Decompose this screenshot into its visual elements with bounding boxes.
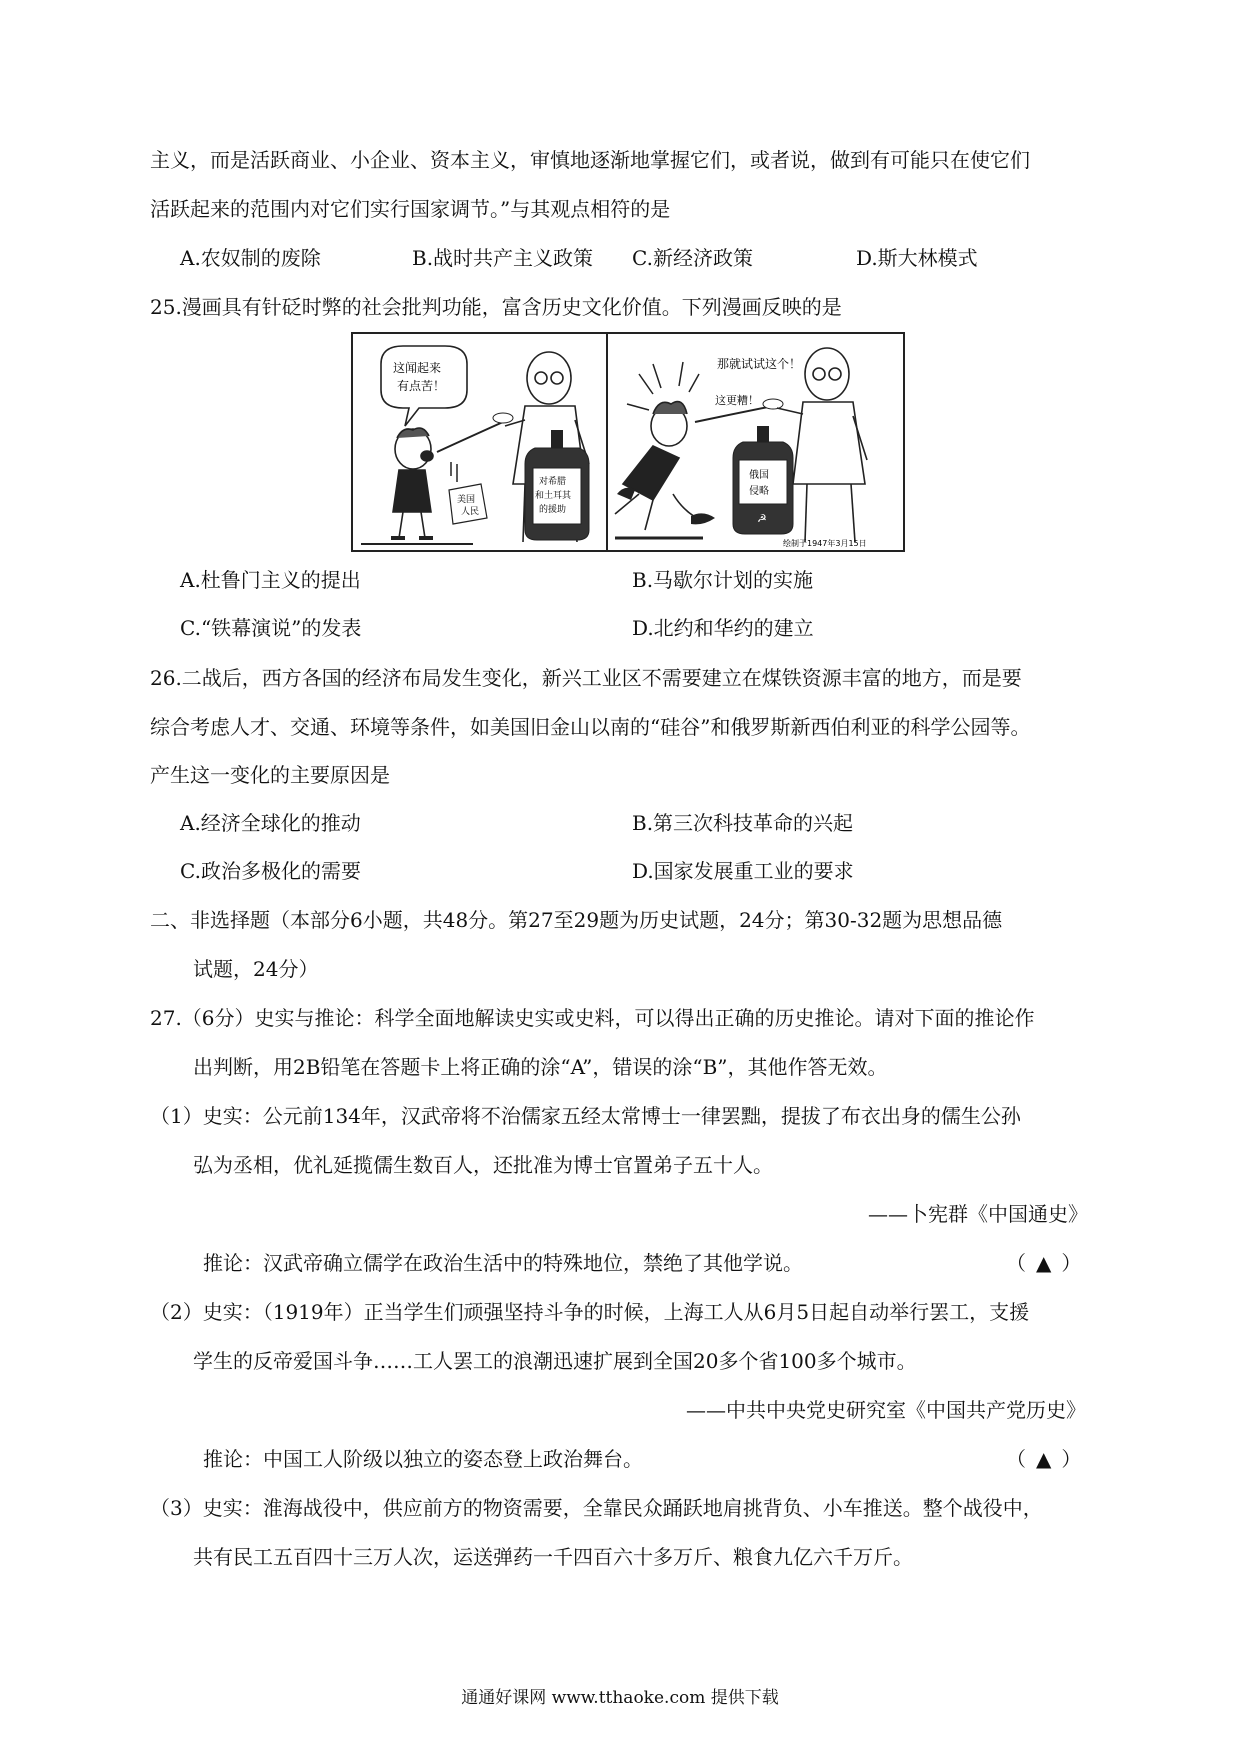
q27-sub2-answer-blank: （▲） <box>1006 1447 1092 1471</box>
q26-option-c: C.政治多极化的需要 <box>180 859 361 883</box>
q27-sub2-line2: 学生的反帝爱国斗争……工人罢工的浪潮迅速扩展到全国20多个省100多个城市。 <box>193 1349 917 1373</box>
q24-option-b: B.战时共产主义政策 <box>412 246 594 270</box>
q27-sub3-line2: 共有民工五百四十三万人次，运送弹药一千四百六十多万斤、粮食九亿六千万斤。 <box>193 1545 913 1569</box>
q26-stem-line3: 产生这一变化的主要原因是 <box>150 763 390 787</box>
q27-stem-line1: 27.（6分）史实与推论：科学全面地解读史实或史料，可以得出正确的历史推论。请对下面的推论作 <box>150 1006 1035 1030</box>
q26-option-b: B.第三次科技革命的兴起 <box>632 811 854 835</box>
right-bottle-text-1: 俄国 <box>749 470 769 481</box>
q24-stem-line1: 主义，而是活跃商业、小企业、资本主义，审慎地逐渐地掌握它们，或者说，做到有可能只在使它们 <box>150 148 1030 172</box>
left-small-man <box>391 428 433 538</box>
left-bubble-text-1: 这闻起来 <box>393 361 442 375</box>
q26-option-a: A.经济全球化的推动 <box>180 811 361 835</box>
left-paper <box>449 484 487 524</box>
page-footer: 通通好课网 www.tthaoke.com 提供下载 <box>461 1688 779 1708</box>
section2-heading-line2: 试题，24分） <box>193 957 319 981</box>
cartoon-caption: 绘制于1947年3月15日 <box>783 539 867 548</box>
left-bottle-text-2: 和土耳其 <box>535 491 572 501</box>
right-falling-man <box>615 402 705 530</box>
q24-option-c: C.新经济政策 <box>632 246 753 270</box>
section2-heading-line1: 二、非选择题（本部分6小题，共48分。第27至29题为历史试题，24分；第30-32题为思想品德 <box>150 908 1003 932</box>
q27-sub1-answer-blank: （▲） <box>1006 1251 1092 1275</box>
q25-option-a: A.杜鲁门主义的提出 <box>180 568 361 592</box>
q25-cartoon <box>351 332 905 552</box>
q27-sub2-inference: 推论：中国工人阶级以独立的姿态登上政治舞台。 <box>203 1447 643 1471</box>
right-top-text: 那就试试这个！ <box>717 357 802 371</box>
left-bottle-text-3: 的援助 <box>539 505 567 515</box>
right-bottle-text-2: 侵略 <box>749 486 769 497</box>
q25-option-c: C.“铁幕演说”的发表 <box>180 616 362 640</box>
q27-sub1-source: ——卜宪群《中国通史》 <box>868 1202 1088 1226</box>
left-speech-bubble <box>381 346 467 426</box>
q27-sub2-line1: （2）史实：（1919年）正当学生们顽强坚持斗争的时候，上海工人从6月5日起自动举行罢工，支援 <box>150 1300 1030 1324</box>
q27-sub3-line1: （3）史实：淮海战役中，供应前方的物资需要，全靠民众踊跃地肩挑背负、小车推送。整个战役中， <box>150 1496 1043 1520</box>
q27-sub2-source: ——中共中央党史研究室《中国共产党历史》 <box>686 1398 1086 1422</box>
q27-stem-line2: 出判断，用2B铅笔在答题卡上将正确的涂“A”，错误的涂“B”，其他作答无效。 <box>193 1055 888 1079</box>
cartoon-illustration <box>353 334 903 550</box>
hammer-sickle-icon: ☭ <box>757 512 767 525</box>
right-small-text: 这更糟！ <box>715 394 759 407</box>
left-paper-text-2: 人民 <box>461 507 480 517</box>
q25-stem: 25.漫画具有针砭时弊的社会批判功能，富含历史文化价值。下列漫画反映的是 <box>150 295 842 319</box>
q25-option-d: D.北约和华约的建立 <box>632 616 814 640</box>
q25-option-b: B.马歇尔计划的实施 <box>632 568 814 592</box>
q27-sub1-line1: （1）史实：公元前134年，汉武帝将不治儒家五经太常博士一律罢黜，提拔了布衣出身的儒生公孙 <box>150 1104 1021 1128</box>
q24-option-d: D.斯大林模式 <box>856 246 978 270</box>
q26-stem-line1: 26.二战后，西方各国的经济布局发生变化，新兴工业区不需要建立在煤铁资源丰富的地方，而是要 <box>150 666 1022 690</box>
q24-stem-line2: 活跃起来的范围内对它们实行国家调节。”与其观点相符的是 <box>150 197 671 221</box>
left-bottle-text-1: 对希腊 <box>539 477 567 487</box>
right-bottle <box>733 426 793 534</box>
q26-stem-line2: 综合考虑人才、交通、环境等条件，如美国旧金山以南的“硅谷”和俄罗斯新西伯利亚的科学公园等。 <box>150 715 1031 739</box>
left-bubble-text-2: 有点苦！ <box>397 379 446 393</box>
q26-option-d: D.国家发展重工业的要求 <box>632 859 854 883</box>
q27-sub1-inference: 推论：汉武帝确立儒学在政治生活中的特殊地位，禁绝了其他学说。 <box>203 1251 803 1275</box>
left-paper-text-1: 美国 <box>457 495 476 505</box>
q27-sub1-line2: 弘为丞相，优礼延揽儒生数百人，还批准为博士官置弟子五十人。 <box>193 1153 773 1177</box>
q24-option-a: A.农奴制的废除 <box>180 246 321 270</box>
